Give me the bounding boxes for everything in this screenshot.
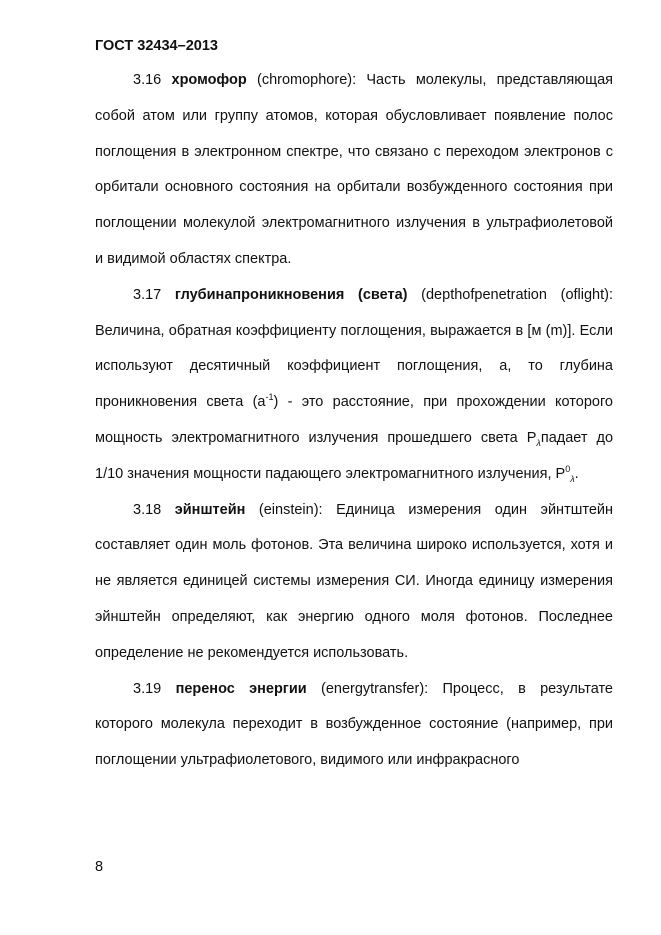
definition-3-16 [95, 63, 613, 278]
definition-text: (depthofpenetration (oflight): Величина, обратная коэффициенту поглощения, выражается в [м (m)]. Если используют десятичный коэффициент поглощения, а, то глубина проникновения света (a [95, 286, 613, 411]
definition-text: . [574, 465, 579, 482]
standard-header: ГОСТ 32434–2013 [95, 38, 218, 54]
definition-3-17 [95, 278, 613, 493]
definition-text: (energytransfer): Процесс, в результате которого молекула переходит в возбужденное состояние (например, при поглощении ультрафиолетового, видимого или инфракрасного [95, 680, 613, 769]
definition-text: (einstein): Единица измерения один эйнтштейн составляет один моль фотонов. Эта величина широко используется, хотя и не является единицей системы измерения СИ. Иногда единицу измерения эйнштейн определяют, как энергию одного моля фотонов. Последнее определение не рекомендуется использовать. [95, 501, 613, 661]
page-number: 8 [95, 859, 104, 875]
definition-text: падает до 1/10 значения мощности падающего электромагнитного излучения, P [95, 429, 614, 482]
clause-number: 3.18 [133, 501, 162, 518]
definition-text: (chromophore): Часть молекулы, представляющая собой атом или группу атомов, которая обусловливает появление полос поглощения в электронном спектре, что связано с переходом электронов с орбитали основного состояния на орбитали возбужденного состояния при поглощении молекулой электромагнитного излучения в ультрафиолетовой и видимой областях спектра. [95, 72, 613, 267]
definition-3-18 [95, 493, 613, 672]
document-body [95, 63, 613, 779]
definition-3-19 [95, 672, 613, 779]
term: перенос энергии [175, 680, 307, 697]
clause-number: 3.17 [133, 286, 162, 303]
superscript: -1 [265, 392, 274, 403]
subscript: λ [570, 473, 575, 484]
term: глубинапроникновения (света) [174, 286, 408, 303]
clause-number: 3.19 [133, 680, 162, 697]
clause-number: 3.16 [133, 72, 162, 88]
superscript: 0 [565, 463, 571, 474]
term: хромофор [171, 72, 247, 88]
subscript: λ [536, 437, 541, 448]
definition-text: ) - это расстояние, при прохождении которого мощность электромагнитного излучения прошедшего света P [95, 394, 614, 446]
term: эйнштейн [174, 501, 246, 518]
